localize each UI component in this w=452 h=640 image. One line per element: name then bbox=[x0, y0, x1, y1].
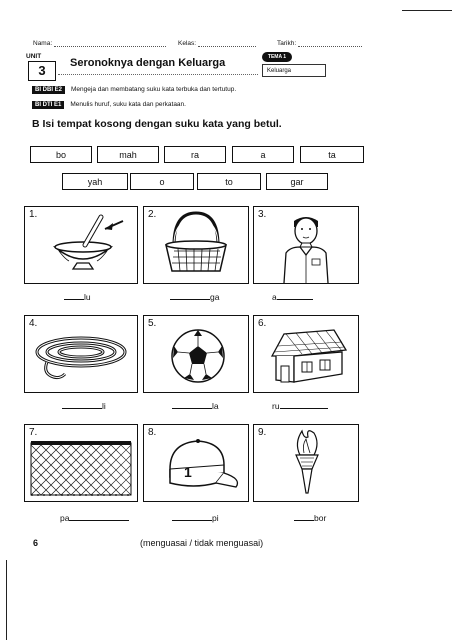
item-3-number: 3. bbox=[258, 209, 267, 220]
answer-blank[interactable] bbox=[280, 400, 328, 409]
torch-icon bbox=[254, 425, 358, 501]
item-3-box bbox=[253, 206, 359, 284]
basket-icon bbox=[144, 207, 248, 283]
item-6-answer bbox=[272, 400, 328, 411]
standard-2 bbox=[32, 101, 186, 109]
item-9-box bbox=[253, 424, 359, 502]
item-5-number: 5. bbox=[148, 318, 157, 329]
answer-blank[interactable] bbox=[69, 512, 129, 521]
mastery-note: (menguasai / tidak menguasai) bbox=[140, 538, 264, 548]
item-7-box bbox=[24, 424, 138, 502]
kelas-line[interactable] bbox=[198, 40, 256, 47]
kelas-label: Kelas: bbox=[178, 40, 197, 47]
standard-1 bbox=[32, 86, 236, 94]
answer-blank[interactable] bbox=[172, 400, 212, 409]
unit-label: UNIT bbox=[26, 53, 42, 60]
rope-icon bbox=[25, 316, 137, 392]
item-8-number: 8. bbox=[148, 427, 157, 438]
item-3-prefix: a bbox=[272, 292, 277, 302]
item-1-number: 1. bbox=[29, 209, 38, 220]
item-9-number: 9. bbox=[258, 427, 267, 438]
mortar-pestle-icon bbox=[25, 207, 137, 283]
item-8-suffix: pi bbox=[212, 513, 219, 523]
item-6-box bbox=[253, 315, 359, 393]
page-title: Seronoknya dengan Keluarga bbox=[70, 57, 226, 69]
item-7-number: 7. bbox=[29, 427, 38, 438]
instruction: B Isi tempat kosong dengan suku kata yang betul. bbox=[32, 118, 282, 130]
item-4-suffix: li bbox=[102, 401, 106, 411]
item-8-box bbox=[143, 424, 249, 502]
answer-blank[interactable] bbox=[64, 291, 84, 300]
tema-name: Keluarga bbox=[262, 64, 326, 77]
item-2-number: 2. bbox=[148, 209, 157, 220]
house-icon bbox=[254, 316, 358, 392]
item-5-suffix: la bbox=[212, 401, 219, 411]
syllable-box: yah bbox=[62, 173, 128, 190]
item-7-answer bbox=[60, 512, 129, 523]
syllable-box: o bbox=[130, 173, 194, 190]
item-4-number: 4. bbox=[29, 318, 38, 329]
tema-badge bbox=[258, 52, 328, 80]
net-icon bbox=[25, 425, 137, 501]
nama-label: Nama: bbox=[33, 40, 53, 47]
item-5-box bbox=[143, 315, 249, 393]
title-underline bbox=[58, 74, 258, 75]
answer-blank[interactable] bbox=[294, 512, 314, 521]
item-1-suffix: lu bbox=[84, 292, 91, 302]
syllable-box: bo bbox=[30, 146, 92, 163]
man-icon bbox=[254, 207, 358, 283]
cap-icon bbox=[144, 425, 248, 501]
page-number: 6 bbox=[33, 538, 39, 548]
item-7-prefix: pa bbox=[60, 513, 70, 523]
item-3-answer bbox=[272, 291, 313, 302]
item-8-answer bbox=[172, 512, 219, 523]
tarikh-line[interactable] bbox=[298, 40, 362, 47]
left-edge-line bbox=[6, 560, 7, 640]
answer-blank[interactable] bbox=[170, 291, 210, 300]
standard-2-tag: BI DTI E1 bbox=[32, 101, 64, 109]
ball-icon bbox=[144, 316, 248, 392]
standard-1-tag: BI DBI E2 bbox=[32, 86, 65, 94]
syllable-box: ta bbox=[300, 146, 364, 163]
svg-text:1: 1 bbox=[184, 464, 192, 480]
item-9-suffix: bor bbox=[314, 513, 327, 523]
item-6-prefix: ru bbox=[272, 401, 280, 411]
item-5-answer bbox=[172, 400, 219, 411]
unit-badge bbox=[24, 53, 56, 81]
nama-field bbox=[33, 40, 166, 47]
standard-1-text: Mengeja dan membatang suku kata terbuka dan tertutup. bbox=[71, 86, 237, 93]
kelas-field bbox=[178, 40, 256, 47]
answer-blank[interactable] bbox=[62, 400, 102, 409]
answer-blank[interactable] bbox=[172, 512, 212, 521]
item-2-box bbox=[143, 206, 249, 284]
unit-number: 3 bbox=[28, 61, 56, 81]
answer-blank[interactable] bbox=[277, 291, 313, 300]
syllable-box: to bbox=[197, 173, 261, 190]
syllable-box: gar bbox=[266, 173, 328, 190]
item-6-number: 6. bbox=[258, 318, 267, 329]
syllable-box: ra bbox=[164, 146, 226, 163]
nama-line[interactable] bbox=[54, 40, 166, 47]
item-1-answer bbox=[64, 291, 91, 302]
standard-2-text: Menulis huruf, suku kata dan perkataan. bbox=[70, 101, 186, 108]
item-2-suffix: ga bbox=[210, 292, 220, 302]
item-1-box bbox=[24, 206, 138, 284]
syllable-box: mah bbox=[97, 146, 159, 163]
top-edge-line bbox=[402, 10, 452, 11]
item-9-answer bbox=[294, 512, 326, 523]
item-4-answer bbox=[62, 400, 106, 411]
item-4-box bbox=[24, 315, 138, 393]
tarikh-label: Tarikh: bbox=[277, 40, 297, 47]
tarikh-field bbox=[277, 40, 362, 47]
tema-label: TEMA 1 bbox=[262, 52, 292, 62]
syllable-box: a bbox=[232, 146, 294, 163]
item-2-answer bbox=[170, 291, 219, 302]
